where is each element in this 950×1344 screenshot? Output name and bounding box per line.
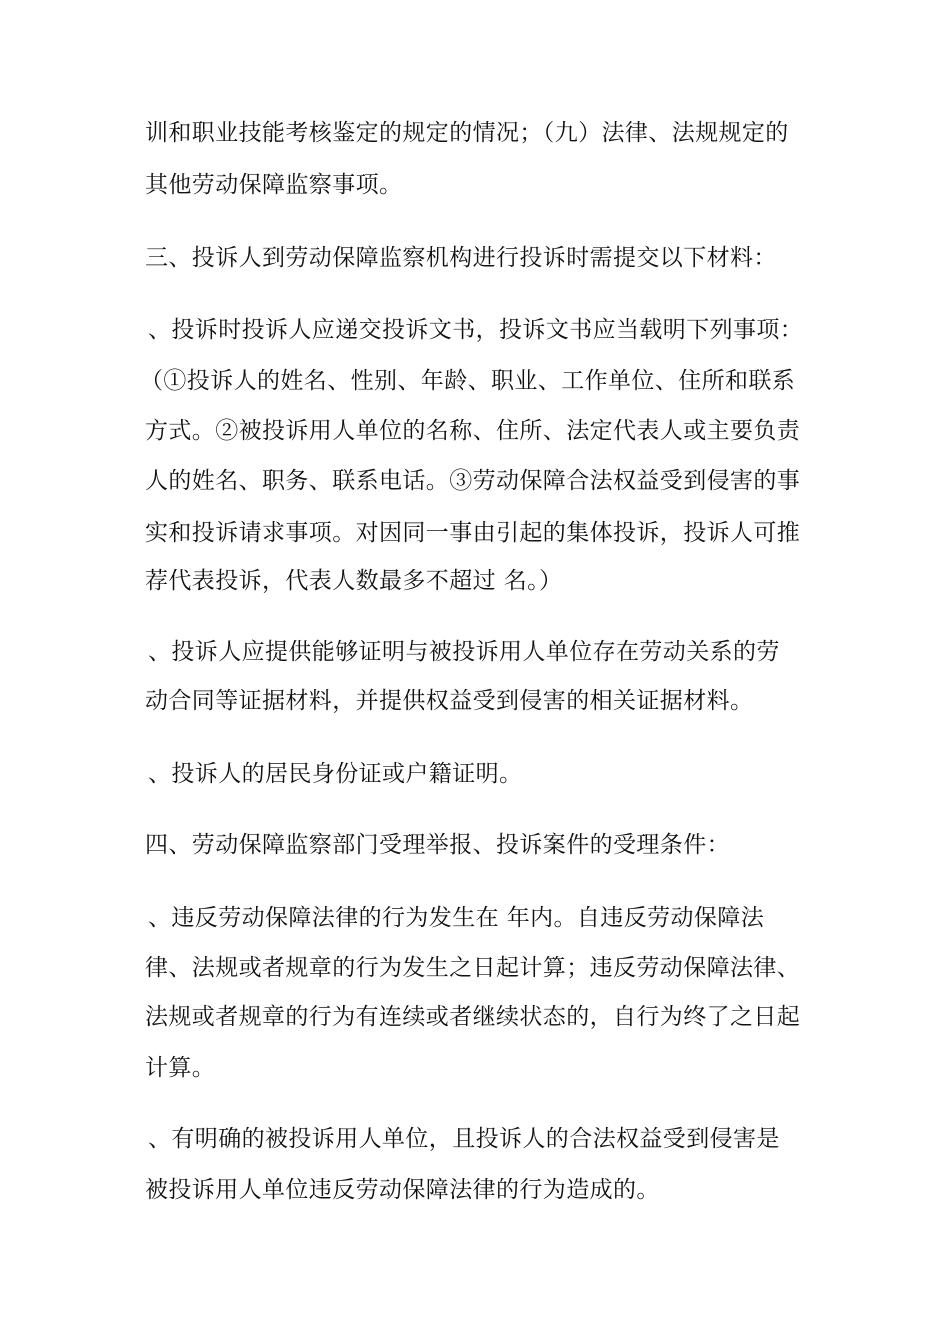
section-heading: 三、投诉人到劳动保障监察机构进行投诉时需提交以下材料： bbox=[145, 245, 777, 271]
text-line: 人的姓名、职务、联系电话。③劳动保障合法权益受到侵害的事 bbox=[145, 468, 801, 494]
text-line: 被投诉用人单位违反劳动保障法律的行为造成的。 bbox=[145, 1177, 660, 1203]
text-line: 法规或者规章的行为有连续或者继续状态的，自行为终了之日起 bbox=[145, 1004, 801, 1030]
text-line: 实和投诉请求事项。对因同一事由引起的集体投诉，投诉人可推 bbox=[145, 520, 801, 546]
text-line: 、投诉时投诉人应递交投诉文书，投诉文书应当载明下列事项： bbox=[148, 317, 804, 343]
text-line: 方式。②被投诉用人单位的名称、住所、法定代表人或主要负责 bbox=[145, 418, 801, 444]
text-line: 动合同等证据材料，并提供权益受到侵害的相关证据材料。 bbox=[145, 688, 754, 714]
text-line: 其他劳动保障监察事项。 bbox=[145, 172, 403, 198]
text-line: 计算。 bbox=[145, 1055, 216, 1081]
text-line: 、投诉人的居民身份证或户籍证明。 bbox=[148, 761, 523, 787]
text-line: （①投诉人的姓名、性别、年龄、职业、工作单位、住所和联系 bbox=[140, 368, 796, 394]
text-line: 、投诉人应提供能够证明与被投诉用人单位存在劳动关系的劳 bbox=[148, 639, 780, 665]
text-line: 、有明确的被投诉用人单位，且投诉人的合法权益受到侵害是 bbox=[148, 1126, 780, 1152]
text-line: 律、法规或者规章的行为发生之日起计算；违反劳动保障法律、 bbox=[145, 955, 801, 981]
text-line: 、违反劳动保障法律的行为发生在 年内。自违反劳动保障法 bbox=[148, 905, 765, 931]
text-line: 荐代表投诉，代表人数最多不超过 名。） bbox=[145, 568, 563, 594]
text-line: 训和职业技能考核鉴定的规定的情况；（九）法律、法规规定的 bbox=[145, 120, 789, 146]
section-heading: 四、劳动保障监察部门受理举报、投诉案件的受理条件： bbox=[145, 832, 730, 858]
